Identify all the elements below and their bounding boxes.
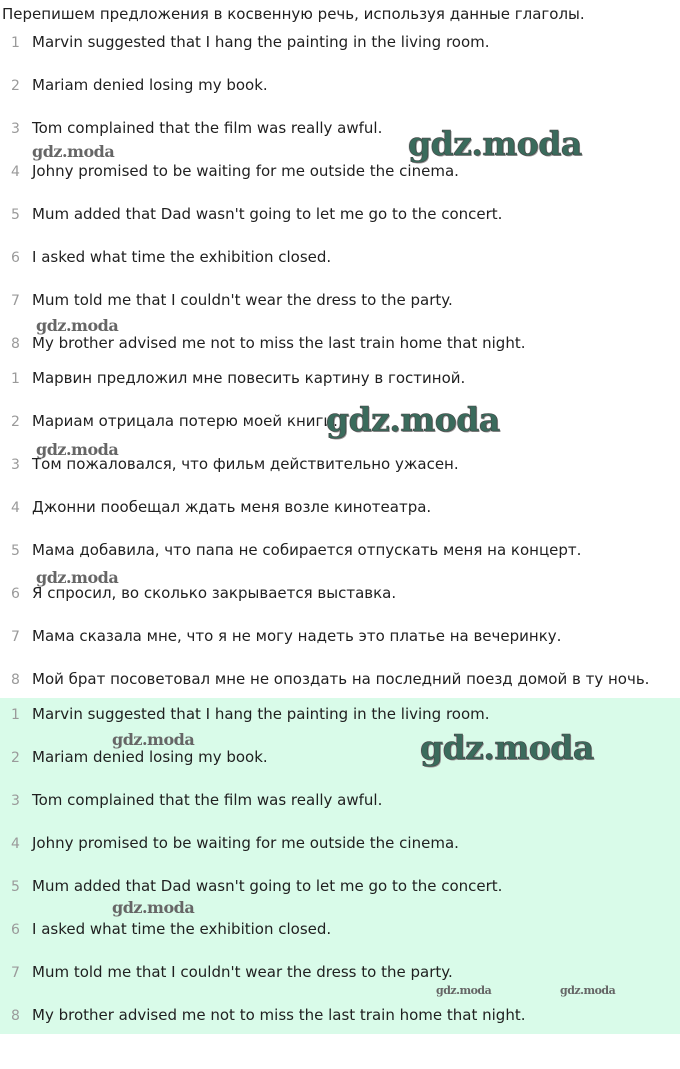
instruction-text: Перепишем предложения в косвенную речь, используя данные глаголы. [2, 5, 585, 23]
item-text: Marvin suggested that I hang the painting in the living room. [32, 33, 490, 51]
list-item [0, 237, 680, 280]
item-text: Том пожаловался, что фильм действительно ужасен. [32, 455, 459, 473]
watermark-logo: gdz.moda [112, 730, 195, 749]
item-text: Mariam denied losing my book. [32, 76, 268, 94]
item-text: Mariam denied losing my book. [32, 748, 268, 766]
list-item [0, 780, 680, 823]
item-number: 7 [11, 293, 20, 309]
list-item [0, 909, 680, 952]
item-number: 4 [11, 164, 20, 180]
watermark-logo: gdz.moda [408, 124, 582, 163]
watermark-logo: gdz.moda [420, 728, 594, 767]
item-number: 3 [11, 793, 20, 809]
item-text: I asked what time the exhibition closed. [32, 920, 332, 938]
item-text: My brother advised me not to miss the last train home that night. [32, 1006, 526, 1024]
item-text: I asked what time the exhibition closed. [32, 248, 332, 266]
watermark-logo: gdz.moda [36, 568, 119, 587]
item-text: My brother advised me not to miss the last train home that night. [32, 334, 526, 352]
list-item [0, 194, 680, 237]
item-number: 6 [11, 586, 20, 602]
item-text: Я спросил, во сколько закрывается выставка. [32, 584, 397, 602]
item-number: 8 [11, 336, 20, 352]
item-number: 2 [11, 78, 20, 94]
item-number: 3 [11, 121, 20, 137]
watermark-logo: gdz.moda [36, 316, 119, 335]
item-number: 7 [11, 629, 20, 645]
item-number: 2 [11, 750, 20, 766]
item-number: 1 [11, 371, 20, 387]
list-item [0, 823, 680, 866]
item-number: 5 [11, 879, 20, 895]
item-number: 1 [11, 35, 20, 51]
item-text: Marvin suggested that I hang the painting in the living room. [32, 705, 490, 723]
watermark-logo: gdz.moda [32, 142, 115, 161]
item-text: Мама добавила, что папа не собирается отпускать меня на концерт. [32, 541, 582, 559]
item-number: 5 [11, 543, 20, 559]
item-text: Марвин предложил мне повесить картину в гостиной. [32, 369, 466, 387]
watermark-logo: gdz.moda [560, 984, 616, 997]
item-text: Mum told me that I couldn't wear the dress to the party. [32, 291, 453, 309]
list-item [0, 358, 680, 401]
item-number: 4 [11, 500, 20, 516]
item-number: 8 [11, 672, 20, 688]
item-text: Johny promised to be waiting for me outside the cinema. [32, 162, 459, 180]
item-text: Mum added that Dad wasn't going to let me go to the concert. [32, 205, 503, 223]
item-text: Mum told me that I couldn't wear the dress to the party. [32, 963, 453, 981]
watermark-logo: gdz.moda [112, 898, 195, 917]
list-item [0, 866, 680, 909]
item-number: 7 [11, 965, 20, 981]
item-number: 8 [11, 1008, 20, 1024]
item-text: Мой брат посоветовал мне не опоздать на последний поезд домой в ту ночь. [32, 670, 650, 688]
item-number: 1 [11, 707, 20, 723]
item-text: Tom complained that the film was really awful. [32, 119, 383, 137]
item-number: 3 [11, 457, 20, 473]
item-number: 4 [11, 836, 20, 852]
list-item [0, 22, 680, 65]
list-item [0, 616, 680, 659]
item-text: Mum added that Dad wasn't going to let me go to the concert. [32, 877, 503, 895]
watermark-logo: gdz.moda [326, 400, 500, 439]
watermark-logo: gdz.moda [36, 440, 119, 459]
watermark-logo: gdz.moda [436, 984, 492, 997]
list-item [0, 65, 680, 108]
item-number: 6 [11, 250, 20, 266]
item-text: Мама сказала мне, что я не могу надеть это платье на вечеринку. [32, 627, 562, 645]
item-number: 6 [11, 922, 20, 938]
english-sentences-list [0, 22, 680, 366]
list-item [0, 995, 680, 1038]
item-text: Джонни пообещал ждать меня возле кинотеатра. [32, 498, 432, 516]
list-item [0, 530, 680, 573]
item-number: 5 [11, 207, 20, 223]
list-item [0, 487, 680, 530]
item-number: 2 [11, 414, 20, 430]
item-text: Мариам отрицала потерю моей книги. [32, 412, 338, 430]
item-text: Johny promised to be waiting for me outside the cinema. [32, 834, 459, 852]
item-text: Tom complained that the film was really awful. [32, 791, 383, 809]
